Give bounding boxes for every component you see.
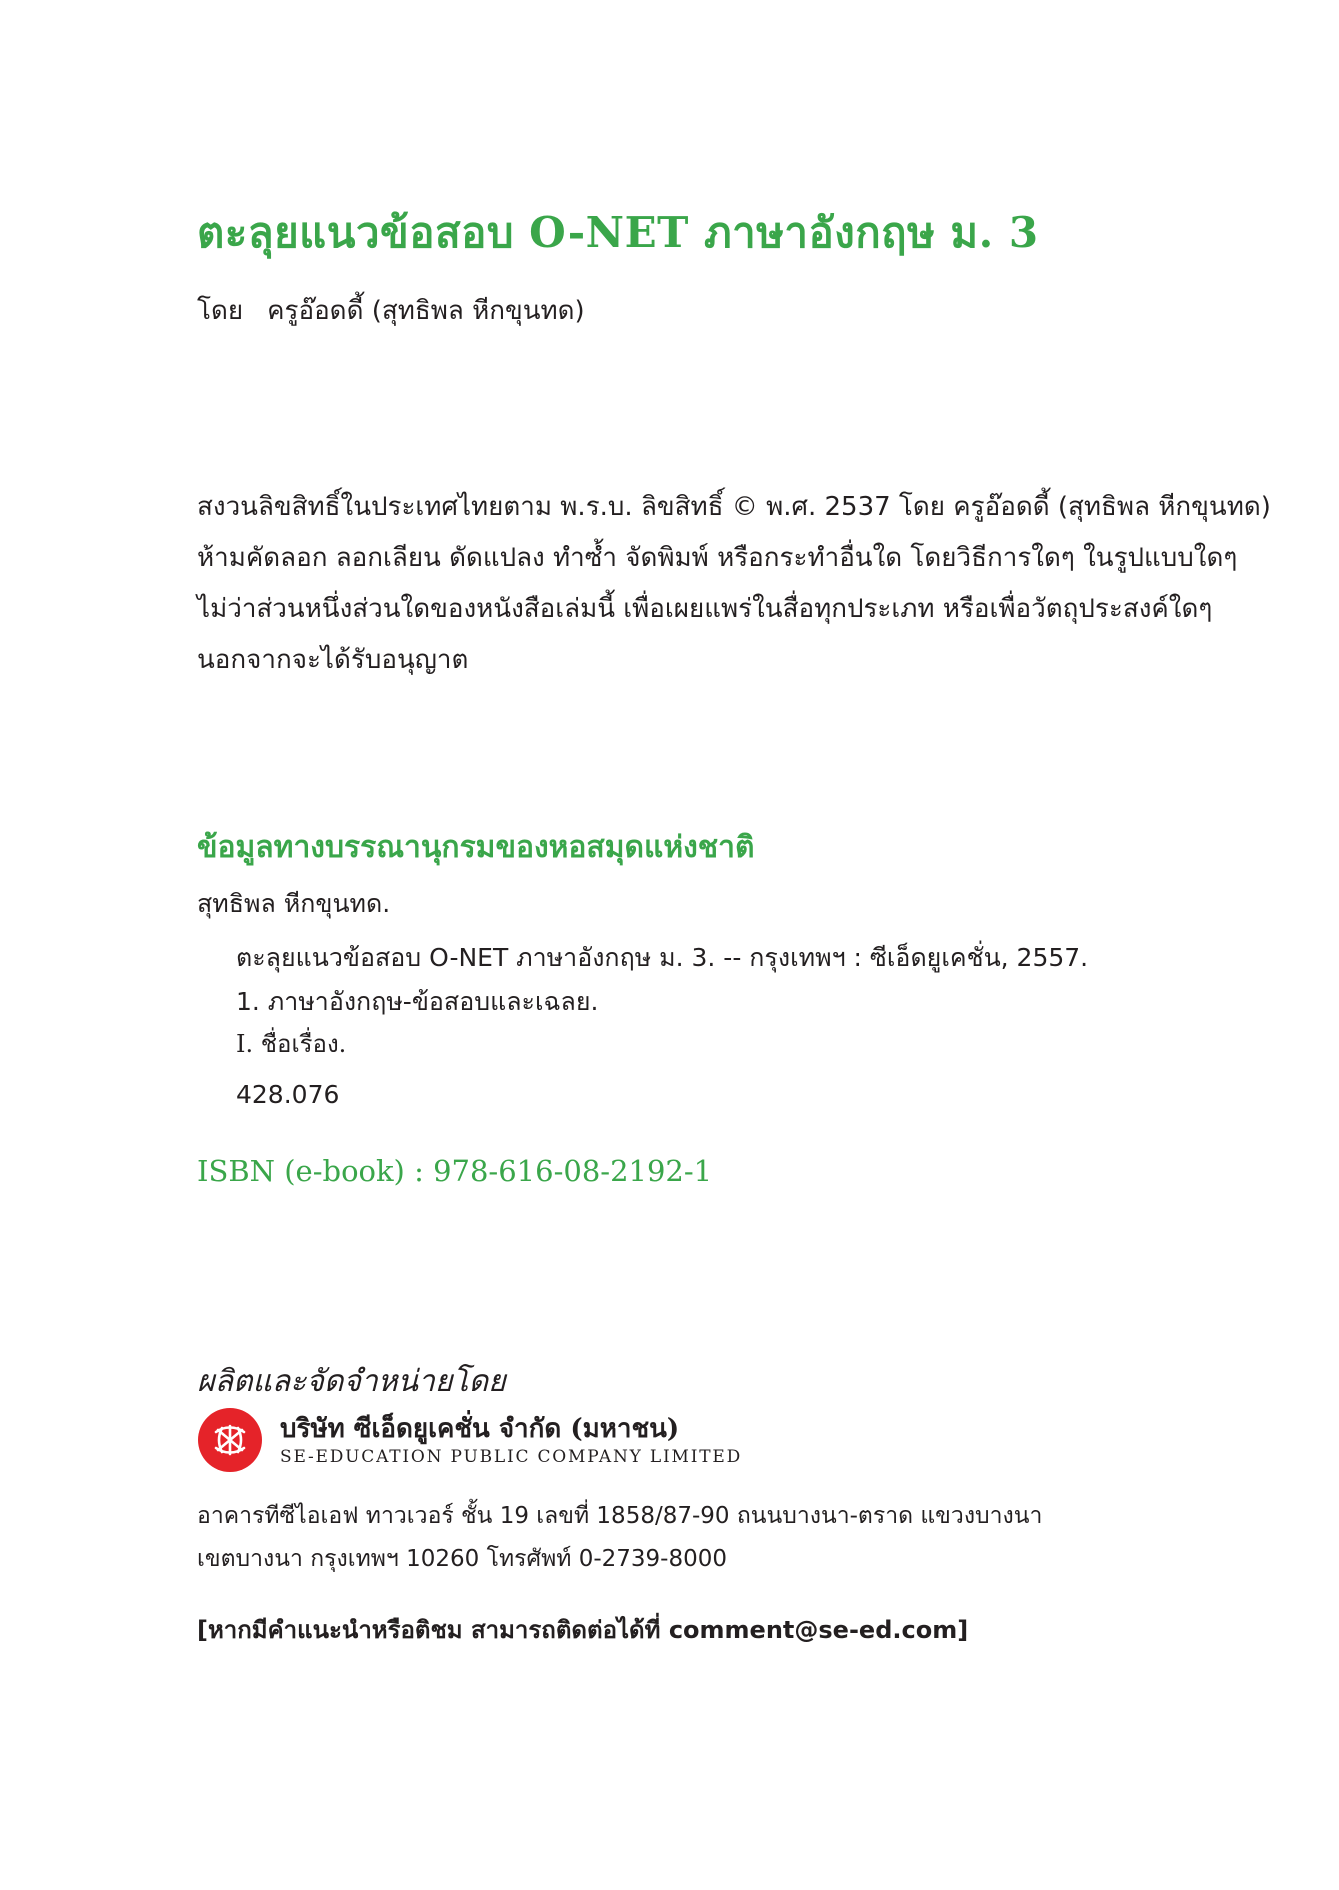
copyright-line: ไม่ว่าส่วนหนึ่งส่วนใดของหนังสือเล่มนี้ เพื่อเผยแพร่ในสื่อทุกประเภท หรือเพื่อวัตถุประสงค์ใดๆ <box>197 594 1213 624</box>
author-label: โดย <box>197 296 244 326</box>
se-ed-logo-icon <box>198 1408 262 1472</box>
book-title: ตะลุยแนวข้อสอบ O-NET ภาษาอังกฤษ ม. 3 <box>197 208 1039 257</box>
isbn: ISBN (e-book) : 978-616-08-2192-1 <box>197 1154 713 1188</box>
cip-subject-line: 1. ภาษาอังกฤษ-ข้อสอบและเฉลย. <box>236 987 599 1016</box>
author-line <box>197 290 585 331</box>
company-name-th: บริษัท ซีเอ็ดยูเคชั่น จำกัด (มหาชน) <box>280 1414 680 1444</box>
copyright-line: นอกจากจะได้รับอนุญาต <box>197 645 469 675</box>
copyright-line: ห้ามคัดลอก ลอกเลียน ดัดแปลง ทำซ้ำ จัดพิมพ์ หรือกระทำอื่นใด โดยวิธีการใดๆ ในรูปแบบใดๆ <box>197 543 1238 573</box>
cip-title-line: ตะลุยแนวข้อสอบ O-NET ภาษาอังกฤษ ม. 3. -- กรุงเทพฯ : ซีเอ็ดยูเคชั่น, 2557. <box>236 943 1089 972</box>
address-line: เขตบางนา กรุงเทพฯ 10260 โทรศัพท์ 0-2739-8000 <box>197 1546 728 1572</box>
copyright-line: สงวนลิขสิทธิ์ในประเทศไทยตาม พ.ร.บ. ลิขสิทธิ์ © พ.ศ. 2537 โดย ครูอ๊อดดี้ (สุทธิพล หีกขุนทด) <box>197 492 1271 522</box>
author-name: ครูอ๊อดดี้ (สุทธิพล หีกขุนทด) <box>267 296 585 326</box>
company-name-en: SE-EDUCATION PUBLIC COMPANY LIMITED <box>280 1447 742 1467</box>
copyright-notice <box>197 482 1271 686</box>
produced-by-heading: ผลิตและจัดจำหน่ายโดย <box>197 1364 506 1399</box>
cip-heading: ข้อมูลทางบรรณานุกรมของหอสมุดแห่งชาติ <box>197 830 755 865</box>
cip-author: สุทธิพล หีกขุนทด. <box>197 889 391 918</box>
publisher-address <box>197 1495 1042 1581</box>
cip-tracing-line: I. ชื่อเรื่อง. <box>236 1030 347 1058</box>
address-line: อาคารทีซีไอเอฟ ทาวเวอร์ ชั้น 19 เลขที่ 1858/87-90 ถนนบางนา-ตราด แขวงบางนา <box>197 1503 1043 1529</box>
contact-line: [หากมีคำแนะนำหรือติชม สามารถติดต่อได้ที่ comment@se-ed.com] <box>197 1616 969 1644</box>
cip-classification: 428.076 <box>236 1080 340 1109</box>
